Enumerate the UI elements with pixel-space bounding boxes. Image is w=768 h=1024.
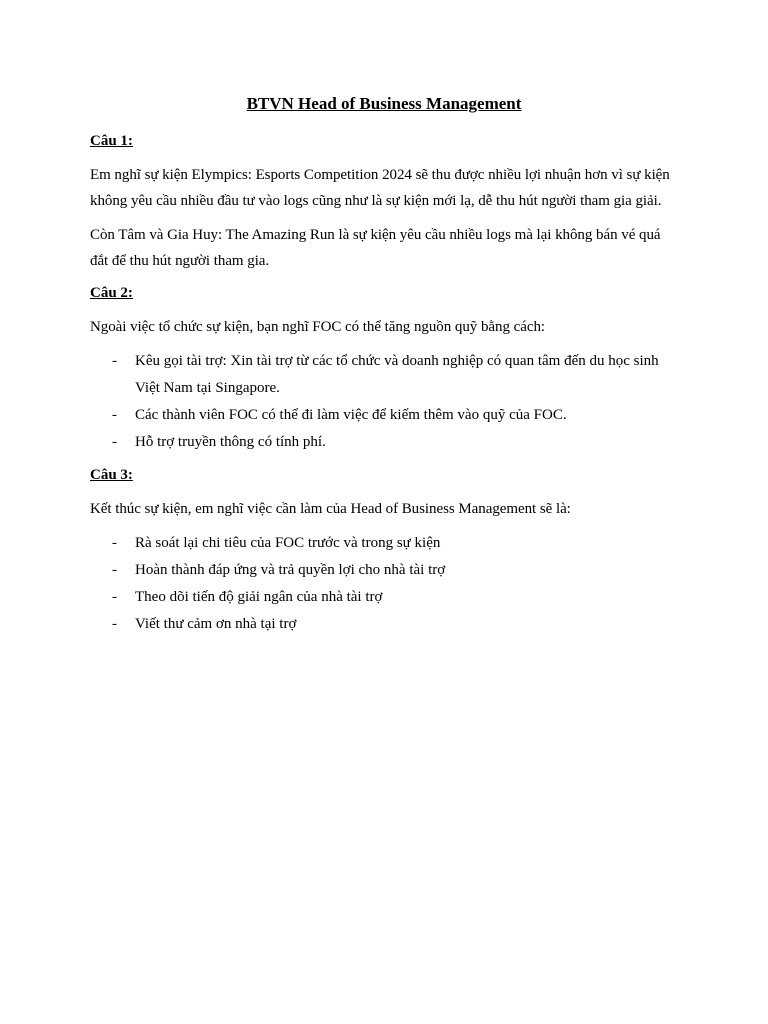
dash-bullet: -: [112, 616, 117, 632]
question-1-heading: Câu 1:: [90, 133, 133, 149]
dash-bullet: -: [112, 589, 117, 605]
list-item: [90, 530, 678, 557]
list-item-text: Theo dõi tiến độ giải ngân của nhà tài trợ: [135, 589, 383, 605]
list-item-text: Hỗ trợ truyền thông có tính phí.: [135, 434, 326, 450]
list-item: [90, 402, 678, 429]
list-item: [90, 611, 678, 638]
question-2-section: [90, 282, 678, 456]
question-3-heading: Câu 3:: [90, 467, 133, 483]
question-2-list: [90, 348, 678, 456]
question-3-list: [90, 530, 678, 638]
question-3-section: [90, 464, 678, 638]
list-item: [90, 584, 678, 611]
list-item-text: Rà soát lại chi tiêu của FOC trước và trong sự kiện: [135, 535, 441, 551]
list-item-text: Các thành viên FOC có thể đi làm việc để kiếm thêm vào quỹ của FOC.: [135, 407, 567, 423]
question-1-paragraph-2: Còn Tâm và Gia Huy: The Amazing Run là sự kiện yêu cầu nhiều logs mà lại không bán vé quá đắt để thu hút người tham gia.: [90, 227, 661, 269]
question-1-paragraph-1: Em nghĩ sự kiện Elympics: Esports Competition 2024 sẽ thu được nhiều lợi nhuận hơn vì sự kiện không yêu cầu nhiều đầu tư vào logs cũng như là sự kiện mới lạ, dễ thu hút người tham gia giải.: [90, 167, 670, 209]
list-item-text: Viết thư cảm ơn nhà tại trợ: [135, 616, 297, 632]
list-item: [90, 557, 678, 584]
document-title: BTVN Head of Business Management: [246, 94, 522, 113]
list-item: [90, 348, 678, 402]
dash-bullet: -: [112, 535, 117, 551]
question-2-intro: Ngoài việc tổ chức sự kiện, bạn nghĩ FOC có thể tăng nguồn quỹ bằng cách:: [90, 319, 546, 335]
list-item-text: Kêu gọi tài trợ: Xin tài trợ từ các tổ chức và doanh nghiệp có quan tâm đến du học sinh Việt Nam tại Singapore.: [135, 353, 659, 396]
question-3-intro: Kết thúc sự kiện, em nghĩ việc cần làm của Head of Business Management sẽ là:: [90, 501, 571, 517]
dash-bullet: -: [112, 353, 117, 369]
dash-bullet: -: [112, 434, 117, 450]
dash-bullet: -: [112, 562, 117, 578]
question-2-heading: Câu 2:: [90, 285, 133, 301]
list-item-text: Hoàn thành đáp ứng và trả quyền lợi cho nhà tài trợ: [135, 562, 446, 578]
question-1-section: [90, 130, 678, 274]
list-item: [90, 429, 678, 456]
dash-bullet: -: [112, 407, 117, 423]
